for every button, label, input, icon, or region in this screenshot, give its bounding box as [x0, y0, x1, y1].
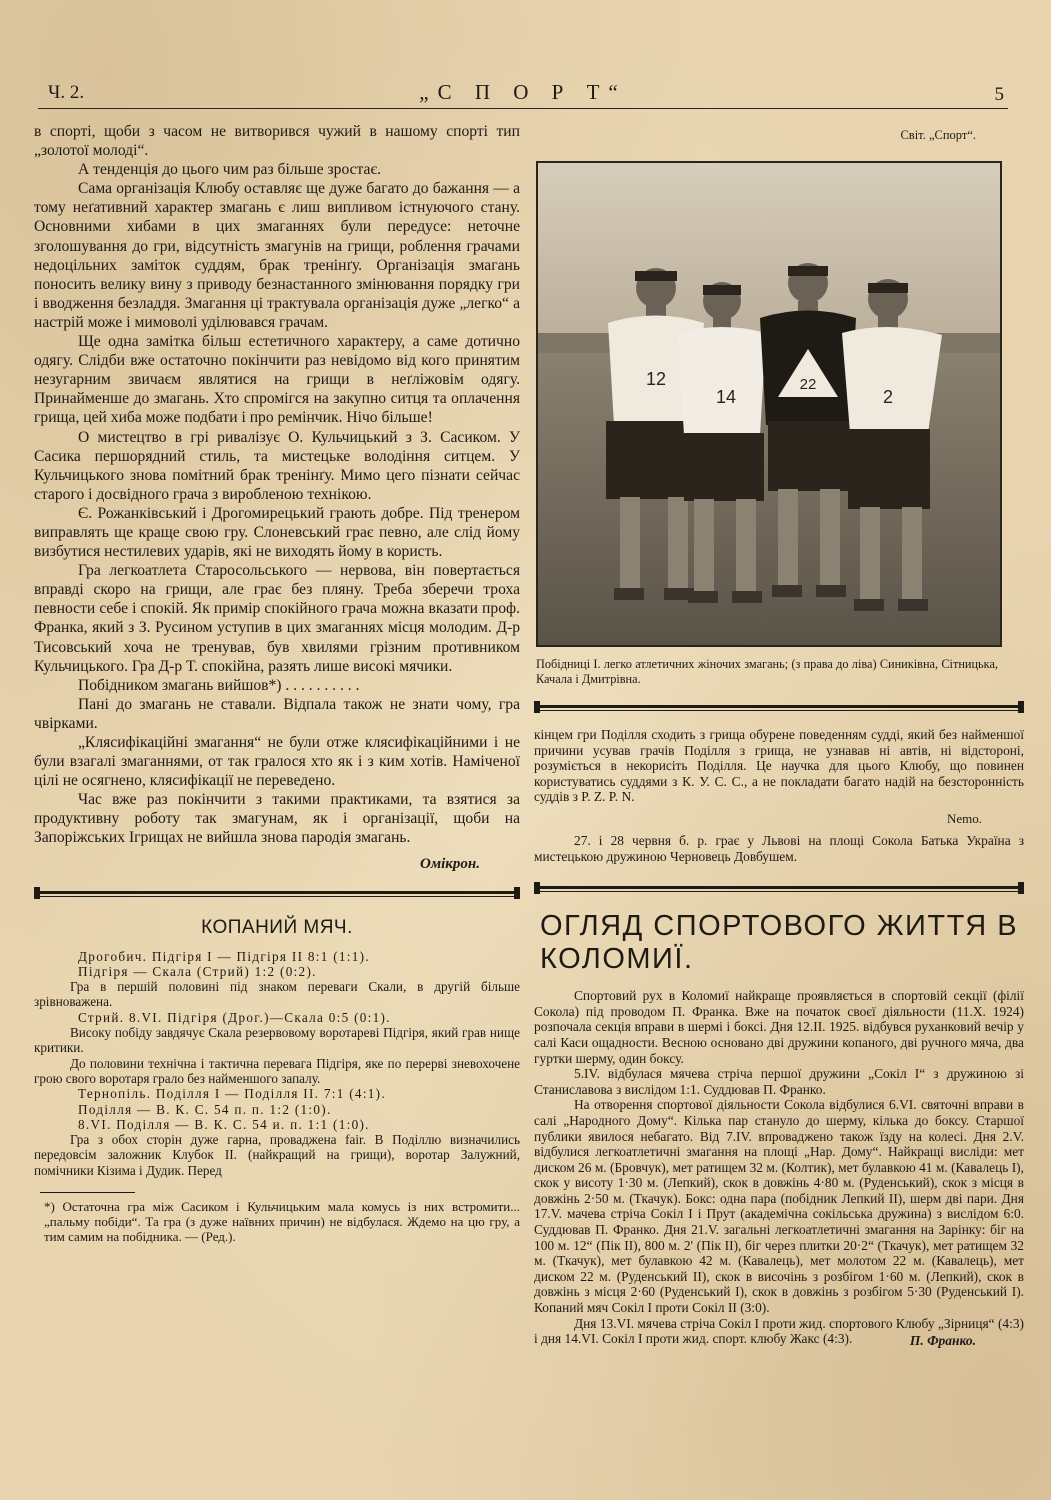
- match-result: Дрогобич. Підгіря І — Підгіря ІІ 8:1 (1:1).: [78, 948, 370, 964]
- paragraph: Гра легкоатлета Старосольського — нервова, він повертається вправді скоро на грищи, але грає без пляну. Треба зберечи троха певности себе і спокій. Як примір спокійного грача можна вказати проф. Франка, який з З. Русином уступив в цих змаганнях місця молодим. Д-р Тисовський хоча не тренував, був хвилями грізним противником Кульчицького. Гра Д-р Т. спокійна, разять лише високі мячики.: [34, 562, 520, 675]
- match-result: 8.VI. Поділля — В. К. С. 54 и. п. 1:1 (1:0).: [78, 1116, 370, 1132]
- section-title: КОПАНИЙ МЯЧ.: [201, 916, 353, 938]
- author-signature: П. Франко.: [909, 1332, 976, 1348]
- jersey-number: 14: [715, 387, 737, 407]
- paragraph: „Клясифікаційні змагання“ не були отже клясифікаційними і не були взагалі змаганнями, от так гралося хто як і з ким хотів. Наміченої цілі не осягнено, клясифікації не переведено.: [34, 734, 520, 790]
- paragraph: О мистецтво в грі ривалізує О. Кульчицький з З. Сасиком. У Сасика першорядний стиль, та мистецьке володіння ситцем. У Кульчицького знова помітний брак тренінґу. Мимо цего пізнати сейчас старого і досвідного грача з виробленою технікою.: [34, 428, 520, 503]
- page-header: [38, 80, 1008, 109]
- photo-caption: Побідниці І. легко атлетичних жіночих змагань; (з права до ліва) Синиківна, Сітницька, Качала і Дмитрівна.: [536, 657, 998, 686]
- paragraph: кінцем гри Поділля сходить з грища обурене поведенням судді, який без найменшої причини усував грачів Поділля з грища, не узнавав ні автів, ні відстороні, розуміється в некорисіть Поділля. Це научка для цього Клюбу, що повинен користуватись суддями з К. У. С. С., а не покладати багато надій на безсторонність суддів з P. Z. P. N.: [534, 727, 1024, 805]
- match-result: Тернопіль. Поділля І — Поділля ІІ. 7:1 (4:1).: [78, 1086, 386, 1102]
- match-report: Високу побіду завдячує Скала резервовому воротареві Підгіря, який грав нище критики.: [34, 1025, 520, 1056]
- jersey-number: 22: [799, 376, 817, 393]
- section-divider: [534, 701, 1024, 713]
- paragraph: в спорті, щоби з часом не витворився чужий в нашому спорті тип „золотої молоді“.: [34, 123, 520, 160]
- jersey-number: 12: [645, 369, 667, 389]
- paragraph: Час вже раз покінчити з такими практиками, та взятися за продуктивну роботу так змагунам, як і організації, щоби на Запоріжських Ігрищах не вийшла знова пародія змагань.: [34, 791, 520, 847]
- author-signature: Омікрон.: [420, 855, 480, 872]
- author-signature: Nemo.: [946, 810, 982, 826]
- match-result: Стрий. 8.VI. Підгіря (Дрог.)—Скала 0:5 (0:1).: [78, 1009, 391, 1025]
- paragraph: Є. Рожанківський і Дрогомирецький грають добре. Під тренером виправлять ще краще свою гру. Слоневський грає певно, але слід йому визбутися нестилевих ударів, які не виходять йому в користь.: [34, 504, 520, 561]
- match-report: До половини технічна і тактична перевага Підгіря, яке по перерві зневохочене грою свого воротаря грало без найменшого запалу.: [34, 1055, 520, 1086]
- football-results: [34, 949, 520, 1178]
- section-divider: [34, 887, 520, 899]
- page-number: 5: [994, 84, 1004, 105]
- footnote-rule: [40, 1192, 135, 1193]
- footnote: *) Остаточна гра між Сасиком і Кульчицьким мала комусь із них встромити... „пальму побіди“. Та гра (з дуже наївних причин) не відбулася. Ждемо на цю гру, а тим самим на побідника. — (Ред.).: [44, 1199, 520, 1245]
- section-divider: [534, 882, 1024, 894]
- match-report: Гра з обох сторін дуже гарна, провадженa fair. В Поділлю визначились передовсім заложник Клубок ІІ. (найкращий на грищи), воротар Залужний, помічники Кізима і Дудик. Перед: [34, 1132, 520, 1178]
- paragraph: 5.IV. відбулася мячева стріча першої дружини „Сокіл І“ з дружиною зі Станиславова з вислідом 1:1. Суддював П. Франко.: [534, 1066, 1024, 1097]
- paragraph: Спортовий рух в Коломиї найкраще проявляється в спортовій секції (філії Сокола) під проводом П. Франка. Вже на початок своєї діяльности (11.X. 1924) розпочала секція вправи в шермі і боксі. Дня 12.II. 1925. відбувся руханковий вечір у салі Каси ощадности. Весною основано дві дружини копаного, дві ручного мяча, два гуртки шерму, один боксу.: [534, 988, 1024, 1066]
- match-report: Гра в першій половині під знаком переваги Скали, в другій більше зрівноважена.: [34, 979, 520, 1010]
- match-result: Поділля — В. К. С. 54 п. п. 1:2 (1:0).: [78, 1101, 332, 1117]
- photo-image: [538, 163, 1000, 645]
- paragraph: Дня 13.VI. мячева стріча Сокіл І проти жид. спортового Клюбу „Зірниця“ (4:3) і дня 14.VI. Сокіл І проти жид. спорт. клюбу Жакс (4:3).: [534, 1315, 1024, 1347]
- paragraph: На отворення спортової діяльности Сокола відбулися 6.VI. святочні вправи в салі „Народного Дому“. Кілька пар стануло до шерму, кілька до боксу. Старшої публики явилося небагато. Від 7.IV. впроваджено також їзду на колесі. Дня 2.V. відбулися легкоатлетичні змагання на площі „Нар. Дому“. Найкращі висліди: мет диском 26 м. (Бровчук), мет ратищем 32 м. (Колтик), мет булавкою 41 м. (Кавалець І), скок у висоту 1·30 м. (Лепкий), скок в довжінь 4·80 м. (Руденський), скок з місця в довжінь 2·50 м. (Ткачук). Бокс: одна пара (побідник Лепкий ІІ), шерм дві пари. Дня 17.V. мачева стріча Сокіл І і Прут (академічна сокільська дружина) з вислідом 6:0. Суддював П. Франко. Дня 21.V. загальні легкоатлетичні змагання на Зарінку: біг на 100 м. 12“ (Пік ІІ), 800 м. 2' (Пік ІІ), біг через плитки 20·2“ (Ткачук), мет ратищем 32 м. (Ткачук), мет булавкою 42 м. (Кавалець), мет молотом 22 м. (Кавалець), мет диском 22 м. (Руденський ІІ), скок в височінь з розбігом 1·60 м. (Лепкий), скок в довжінь з місця 2·60 (Руденський І), скок в довжінь з розбігом 5·30 (Руденський І). Копаний мяч Сокіл І проти Сокіл ІІ (3:0).: [534, 1097, 1024, 1316]
- jersey-number: 2: [882, 387, 894, 407]
- newspaper-title: „С П О Р Т“: [419, 80, 627, 104]
- photo-credit: Світ. „Спорт“.: [900, 128, 976, 142]
- paragraph: Ще одна замітка більш естетичного характеру, а саме дотично одягу. Слідби вже остаточно покінчити раз невідомо від кого принятим незугарним звичаєм являтися на грищи в неґліжовім одягу. Принайменше до змагань. Хто спромігся на закупно ситця та оплачення грища, цей хиба може подбати і про ремінчик. Нічо більше!: [34, 333, 520, 427]
- right-column: [534, 122, 1024, 1349]
- article-title: ОГЛЯД СПОРТОВОГО ЖИТТЯ В КОЛОМИЇ.: [540, 910, 1019, 976]
- team-photo: [536, 161, 1002, 647]
- paragraph: 27. і 28 червня б. р. грає у Львові на площі Сокола Батька Україна з мистецькою дружиною Черновець Довбушем.: [534, 832, 1024, 864]
- match-result: Підгіря — Скала (Стрий) 1:2 (0:2).: [78, 963, 317, 979]
- paragraph: А тенденція до цього чим раз більше зростає.: [78, 161, 382, 179]
- paragraph: Побідником змагань вийшов*) . . . . . . . . . .: [78, 676, 360, 694]
- issue-number: Ч. 2.: [48, 82, 85, 103]
- paragraph: Сама організація Клюбу оставляє ще дуже багато до бажання — а тому неґативний характер змагань є лиш випливом істнуючого стану. Основними хибами в цих змаганнях були передусе: неточне зголошування до гри, відсутність змагунів на грищи, роблення грачами недоцільних заміток суддям, брак тренінґу. Організація змагань поносить велику вину з приводу безнастанного змінювання порядку гри і вводження безладдя. Змагання ці трактувала організація дуже „легко“ а настрій може і мимоволі уділювався грачам.: [34, 180, 520, 331]
- paragraph: Пані до змагань не ставали. Відпала також не знати чому, гра чвірками.: [34, 695, 520, 732]
- left-column: [34, 122, 520, 1245]
